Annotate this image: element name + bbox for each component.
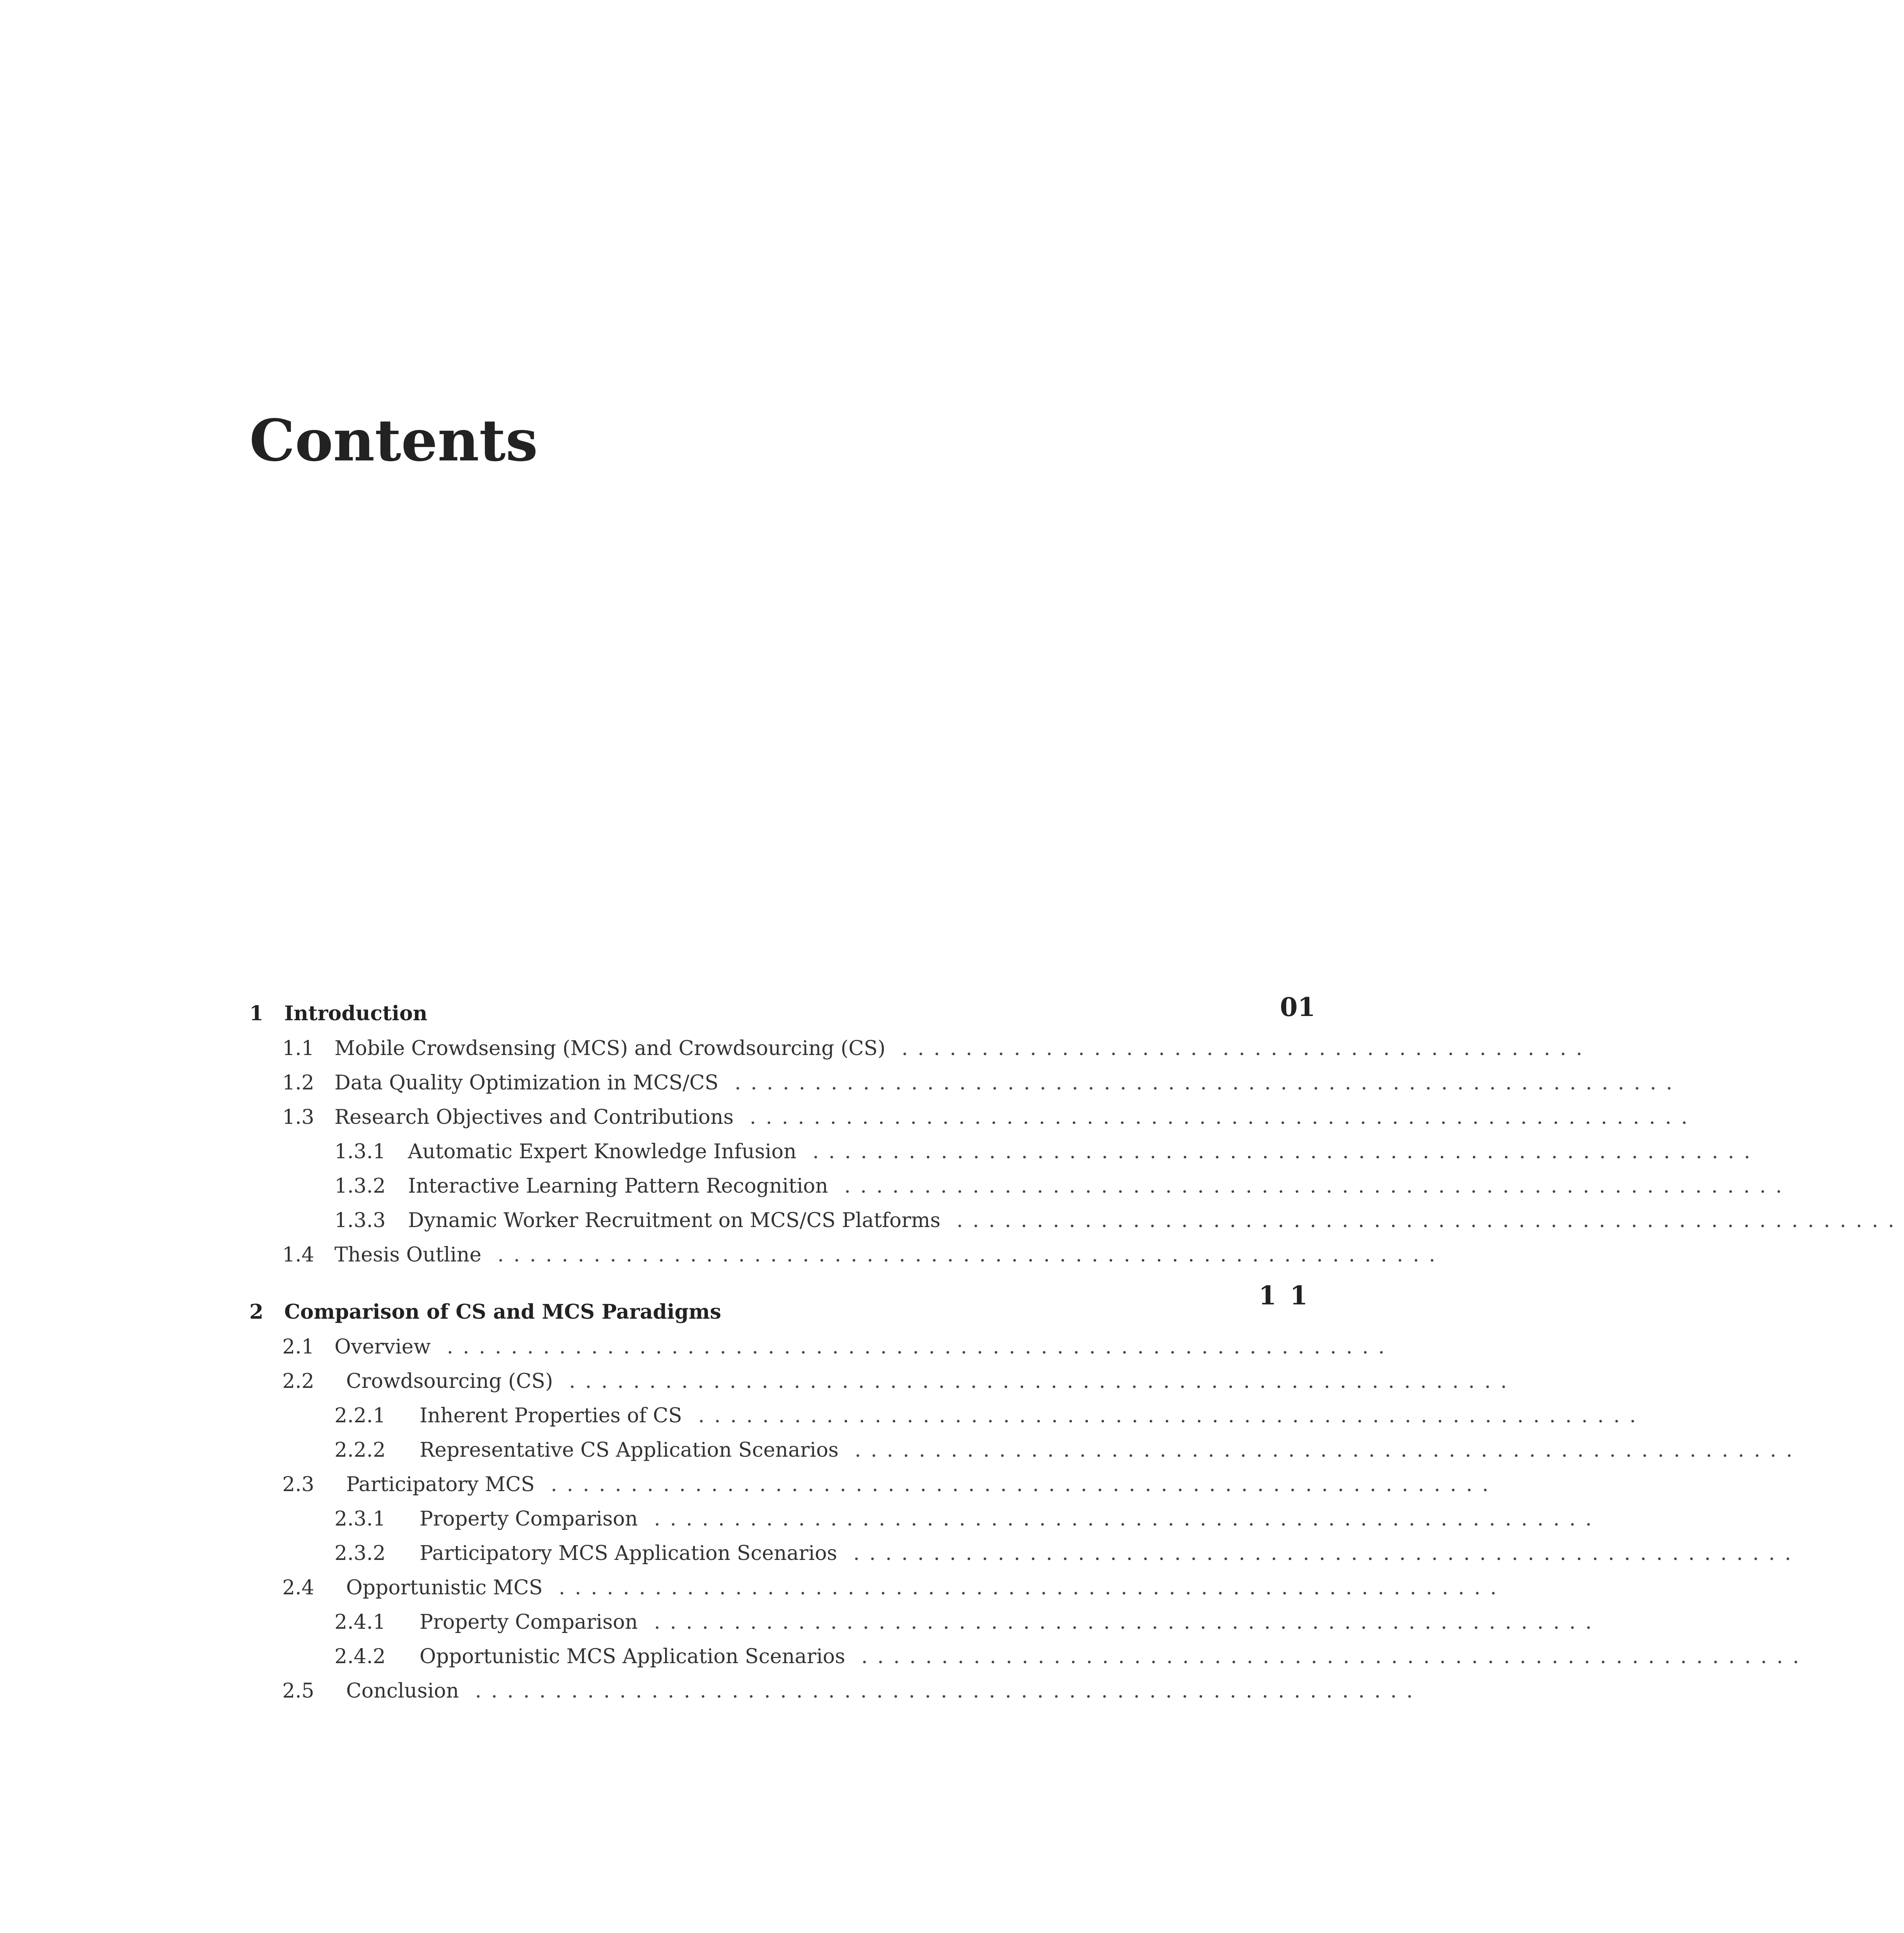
toc-entry-1-3-3[interactable]	[334, 1209, 1904, 1232]
toc-chapter-title: Comparison of CS and MCS Paradigms	[284, 1300, 722, 1324]
toc-entry-title: Opportunistic MCS Application Scenarios	[420, 1645, 845, 1668]
toc-chapter-1[interactable]	[249, 1002, 1177, 1025]
dot-leader: ...........................................................	[430, 1335, 1394, 1359]
dot-leader: ...........................................................	[481, 1243, 1445, 1267]
toc-entry-number: 1.3.1	[334, 1140, 386, 1163]
toc-chapter-2[interactable]	[249, 1301, 1177, 1324]
toc-entry-title: Representative CS Application Scenarios	[420, 1439, 839, 1462]
toc-entry-title: Data Quality Optimization in MCS/CS	[334, 1071, 719, 1094]
page-title: Contents	[249, 407, 538, 474]
dot-leader: ...........................................................	[940, 1209, 1904, 1232]
toc-entry-title: Property Comparison	[420, 1611, 638, 1634]
dot-leader: ...........................................................	[838, 1439, 1802, 1462]
toc-entry-number: 2.4.2	[334, 1645, 386, 1668]
dot-leader: ...........................................................	[553, 1370, 1517, 1393]
toc-entry-number: 2.2	[282, 1370, 314, 1393]
toc-entry-number: 1.3	[282, 1106, 314, 1129]
toc-entry-1-4[interactable]	[282, 1243, 1445, 1267]
toc-entry-number: 2.5	[282, 1679, 314, 1703]
toc-entry-2-2-2[interactable]	[334, 1439, 1802, 1462]
toc-entry-title: Crowdsourcing (CS)	[346, 1370, 553, 1393]
toc-chapter-1-page: 01	[1280, 992, 1315, 1022]
dot-leader: ...........................................................	[638, 1507, 1602, 1531]
toc-entry-title: Thesis Outline	[334, 1243, 482, 1267]
dot-leader: ...........................................................	[534, 1473, 1498, 1496]
toc-entry-number: 1.3.3	[334, 1209, 386, 1232]
dot-leader: ...........................................................	[837, 1542, 1801, 1565]
toc-entry-number: 1.3.2	[334, 1174, 386, 1198]
toc-entry-title: Participatory MCS Application Scenarios	[420, 1542, 838, 1565]
toc-chapter-number: 1	[249, 1002, 264, 1025]
dot-leader: ...........................................................	[828, 1174, 1792, 1198]
toc-entry-title: Overview	[334, 1335, 431, 1359]
toc-entry-number: 2.3.1	[334, 1507, 386, 1531]
toc-chapter-2-page: 1 1	[1259, 1280, 1310, 1311]
toc-entry-number: 2.4	[282, 1576, 314, 1599]
toc-entry-2-2-1[interactable]	[334, 1404, 1646, 1427]
toc-entry-2-3-2[interactable]	[334, 1542, 1801, 1565]
dot-leader: ...........................................	[885, 1037, 1592, 1060]
dot-leader: ...........................................................	[682, 1404, 1646, 1427]
toc-entry-number: 2.2.1	[334, 1404, 386, 1427]
toc-chapter-title: Introduction	[284, 1002, 428, 1025]
toc-entry-2-4-1[interactable]	[334, 1611, 1602, 1634]
toc-entry-number: 1.4	[282, 1243, 314, 1267]
toc-entry-number: 2.3	[282, 1473, 314, 1496]
toc-entry-title: Interactive Learning Pattern Recognition	[408, 1174, 828, 1198]
toc-entry-2-3[interactable]	[282, 1473, 1498, 1496]
toc-entry-2-2[interactable]	[282, 1370, 1517, 1393]
toc-entry-number: 2.3.2	[334, 1542, 386, 1565]
dot-leader: ...........................................................	[718, 1071, 1682, 1094]
dot-leader: ...........................................................	[845, 1645, 1809, 1668]
toc-entry-title: Dynamic Worker Recruitment on MCS/CS Platforms	[408, 1209, 941, 1232]
dot-leader: ...........................................................	[734, 1106, 1698, 1129]
dot-leader: ...........................................................	[796, 1140, 1760, 1163]
dot-leader: ...........................................................	[638, 1611, 1602, 1634]
toc-entry-1-3-1[interactable]	[334, 1140, 1760, 1163]
toc-entry-title: Research Objectives and Contributions	[334, 1106, 734, 1129]
dot-leader: ...........................................................	[459, 1679, 1423, 1703]
toc-entry-title: Mobile Crowdsensing (MCS) and Crowdsourcing (CS)	[334, 1037, 885, 1060]
toc-entry-title: Opportunistic MCS	[346, 1576, 543, 1599]
toc-entry-title: Automatic Expert Knowledge Infusion	[408, 1140, 797, 1163]
toc-entry-number: 2.4.1	[334, 1611, 386, 1634]
toc-entry-1-3[interactable]	[282, 1106, 1698, 1129]
toc-entry-title: Property Comparison	[420, 1507, 638, 1531]
toc-entry-1-1[interactable]	[282, 1037, 1592, 1060]
toc-entry-1-2[interactable]	[282, 1071, 1682, 1094]
toc-chapter-number: 2	[249, 1300, 264, 1324]
toc-entry-number: 1.1	[282, 1037, 314, 1060]
toc-entry-number: 2.2.2	[334, 1439, 386, 1462]
toc-entry-title: Conclusion	[346, 1679, 459, 1703]
toc-entry-number: 2.1	[282, 1335, 314, 1359]
toc-entry-title: Participatory MCS	[346, 1473, 535, 1496]
toc-entry-title: Inherent Properties of CS	[420, 1404, 682, 1427]
toc-entry-2-1[interactable]	[282, 1335, 1394, 1359]
toc-entry-2-4-2[interactable]	[334, 1645, 1809, 1668]
toc-entry-1-3-2[interactable]	[334, 1174, 1792, 1198]
dot-leader: ...........................................................	[543, 1576, 1506, 1599]
toc-entry-2-4[interactable]	[282, 1576, 1506, 1599]
toc-entry-2-5[interactable]	[282, 1679, 1423, 1703]
toc-entry-2-3-1[interactable]	[334, 1507, 1602, 1531]
toc-entry-number: 1.2	[282, 1071, 314, 1094]
